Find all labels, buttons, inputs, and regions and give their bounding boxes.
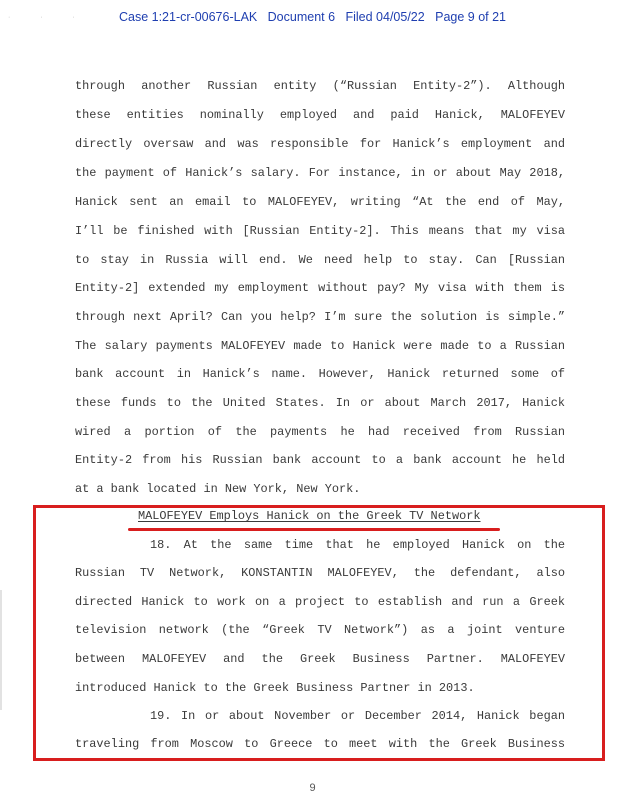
- page-number: 9: [309, 782, 316, 794]
- paragraph-18-line-5: between MALOFEYEV and the Greek Business Partner. MALOFEYEV: [75, 652, 565, 666]
- paragraph-18-line-2: Russian TV Network, KONSTANTIN MALOFEYEV, the defendant, also: [75, 566, 565, 580]
- body-line-12: these funds to the United States. In or about March 2017, Hanick: [75, 396, 565, 410]
- ecf-header: Case 1:21-cr-00676-LAK Document 6 Filed 04/05/22 Page 9 of 21: [118, 10, 507, 24]
- body-line-9: through next April? Can you help? I’m sure the solution is simple.”: [75, 310, 565, 324]
- body-line-13: wired a portion of the payments he had received from Russian: [75, 425, 565, 439]
- body-line-4: the payment of Hanick’s salary. For instance, in or about May 2018,: [75, 166, 565, 180]
- paragraph-18-line-1: 18. At the same time that he employed Hanick on the: [150, 538, 565, 552]
- body-line-5: Hanick sent an email to MALOFEYEV, writing “At the end of May,: [75, 195, 565, 209]
- paragraph-19-line-2: traveling from Moscow to Greece to meet with the Greek Business: [75, 737, 565, 751]
- body-line-6: I’ll be finished with [Russian Entity-2]. This means that my visa: [75, 224, 565, 238]
- body-line-7: to stay in Russia will end. We need help to stay. Can [Russian: [75, 253, 565, 267]
- red-annotation-underline: [128, 528, 500, 531]
- scan-specks-decoration: · · ·: [8, 14, 89, 21]
- body-line-2: these entities nominally employed and paid Hanick, MALOFEYEV: [75, 108, 565, 122]
- paragraph-18-line-3: directed Hanick to work on a project to establish and run a Greek: [75, 595, 565, 609]
- paragraph-18-line-6: introduced Hanick to the Greek Business Partner in 2013.: [75, 681, 475, 695]
- body-line-10: The salary payments MALOFEYEV made to Hanick were made to a Russian: [75, 339, 565, 353]
- body-line-15: at a bank located in New York, New York.: [75, 482, 361, 496]
- section-heading: MALOFEYEV Employs Hanick on the Greek TV Network: [138, 509, 481, 523]
- scan-edge-shadow: [0, 590, 2, 710]
- body-line-11: bank account in Hanick’s name. However, Hanick returned some of: [75, 367, 565, 381]
- body-line-1: through another Russian entity (“Russian Entity-2”). Although: [75, 79, 565, 93]
- body-line-3: directly oversaw and was responsible for Hanick’s employment and: [75, 137, 565, 151]
- body-line-14: Entity-2 from his Russian bank account to a bank account he held: [75, 453, 565, 467]
- paragraph-19-line-1: 19. In or about November or December 2014, Hanick began: [150, 709, 565, 723]
- body-line-8: Entity-2] extended my employment without pay? My visa with them is: [75, 281, 565, 295]
- paragraph-18-line-4: television network (the “Greek TV Network”) as a joint venture: [75, 623, 565, 637]
